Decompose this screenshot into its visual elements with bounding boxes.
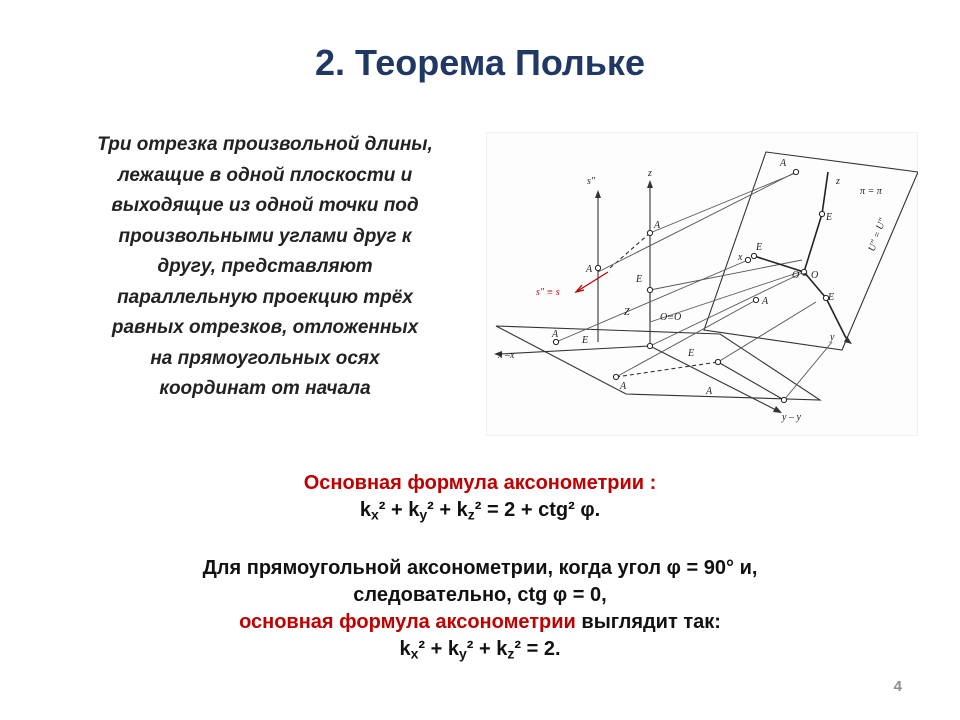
label-u-eq: U″ = U″ <box>866 216 889 254</box>
theorem-line: Три отрезка произвольной длины, <box>97 134 433 155</box>
pohlke-diagram <box>486 132 918 436</box>
theorem-line: произвольными углами друг к <box>118 225 412 247</box>
label-o-eq: O≡O <box>660 312 682 323</box>
theorem-line: лежащие в одной плоскости и <box>117 164 413 186</box>
label-ex1: E <box>756 242 763 253</box>
label-a1b: A <box>762 296 769 307</box>
ctg-condition: следовательно, ctg φ = 0, <box>353 583 607 606</box>
label-ay: A <box>552 329 559 340</box>
label-z1: z <box>836 176 840 187</box>
label-ey: E <box>582 335 589 346</box>
label-a-z: A <box>654 220 661 231</box>
theorem-line: координат от начала <box>159 378 371 399</box>
theorem-text <box>60 130 470 405</box>
label-a-x: A <box>620 381 627 392</box>
label-s-equal: s″ ≡ s <box>536 287 560 298</box>
label-pi1: π = π <box>860 186 882 197</box>
label-a: A <box>586 264 593 275</box>
page-number: 4 <box>893 678 902 695</box>
label-x: x –x <box>498 350 515 361</box>
theorem-line: равных отрезков, отложенных <box>111 317 419 338</box>
label-z-o: Z <box>624 307 630 318</box>
formula-heading: Основная формула аксонометрии : <box>303 472 657 494</box>
formulas-block <box>0 470 960 667</box>
label-y: y – y <box>782 412 801 423</box>
label-s-proj: s″ <box>587 176 596 187</box>
theorem-line: параллельную проекцию трёх <box>117 286 413 308</box>
formula-main: $k_x^2 + k_y^2 + k_z^2 = 2 + ctg^2$ φ. <box>359 499 601 523</box>
theorem-line: на прямоугольных осях <box>150 347 380 369</box>
rectangular-condition: Для прямоугольной аксонометрии, когда угол φ = 90° и, <box>202 556 758 579</box>
label-y1: y <box>830 332 835 343</box>
label-ey-small: E <box>688 348 695 359</box>
label-ez1: E <box>826 212 833 223</box>
label-x1: x <box>738 252 743 263</box>
formula-rectangular: $k_x^2 + k_y^2 + k_z^2 = 2$. <box>399 637 561 661</box>
theorem-line: выходящие из одной точки под <box>111 195 419 216</box>
label-a1: A <box>780 158 787 169</box>
label-a-y: A <box>706 386 713 397</box>
label-ey1: E <box>828 292 835 303</box>
slide-title: 2. Теорема Польке <box>315 42 645 83</box>
theorem-line: другу, представляют <box>157 256 373 277</box>
label-ez: E <box>636 274 643 285</box>
label-z-axis: z <box>648 168 652 179</box>
label-o-eq-o1: O = O <box>792 270 819 281</box>
formula-looks-like: основная формула аксонометрии выглядит так: <box>239 610 721 633</box>
